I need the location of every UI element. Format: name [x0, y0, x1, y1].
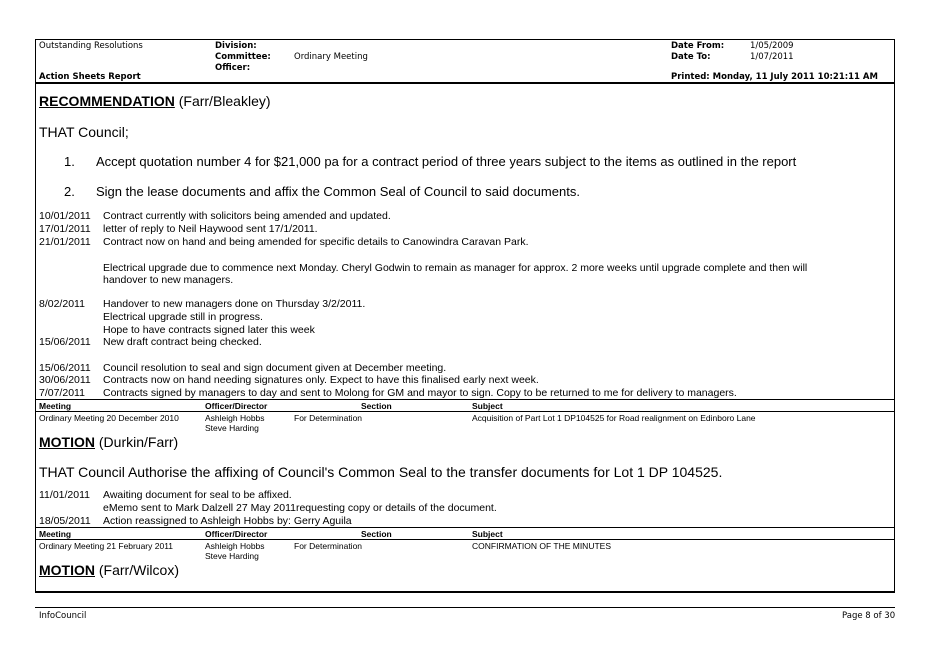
log-text: eMemo sent to Mark Dalzell 27 May 2011requesting copy or details of the document. — [103, 502, 497, 514]
date-to-value: 1/07/2011 — [750, 52, 794, 62]
officer-column-header: Officer/Director — [205, 529, 268, 539]
officer-cell: Ashleigh Hobbs — [205, 413, 265, 423]
officer-cell: Steve Harding — [205, 551, 259, 561]
section-cell: For Determination — [294, 541, 363, 551]
meeting-cell: Ordinary Meeting 21 February 2011 — [39, 541, 174, 551]
date-from-value: 1/05/2009 — [750, 41, 794, 51]
footer-brand: InfoCouncil — [39, 611, 87, 621]
log-date: 18/05/2011 — [39, 515, 91, 527]
heading-keyword: MOTION — [39, 434, 95, 450]
heading-movers: (Farr/Bleakley) — [178, 93, 271, 109]
log-date: 11/01/2011 — [39, 489, 90, 501]
subject-cell: CONFIRMATION OF THE MINUTES — [472, 541, 611, 551]
point-text: Sign the lease documents and affix the Common Seal of Council to said documents. — [96, 184, 580, 199]
committee-value: Ordinary Meeting — [294, 52, 368, 62]
section-cell: For Determination — [294, 413, 363, 423]
log-text: Contract currently with solicitors being amended and updated. — [103, 210, 391, 222]
log-date: 30/06/2011 — [39, 374, 91, 386]
division-label: Division: — [215, 41, 257, 51]
section-column-header: Section — [361, 529, 392, 539]
log-text: Council resolution to seal and sign document given at December meeting. — [103, 362, 447, 374]
officer-cell: Steve Harding — [205, 423, 259, 433]
log-text: Contract now on hand and being amended for specific details to Canowindra Caravan Park. — [103, 236, 529, 248]
log-date: 10/01/2011 — [39, 210, 91, 222]
log-text: handover to new managers. — [103, 274, 234, 286]
meeting-column-header: Meeting — [39, 401, 72, 411]
page-number: Page 8 of 30 — [842, 611, 896, 621]
heading-movers: (Durkin/Farr) — [98, 434, 179, 450]
log-text: Hope to have contracts signed later this week — [103, 324, 315, 336]
log-date: 8/02/2011 — [39, 298, 85, 310]
date-to-label: Date To: — [671, 52, 711, 62]
subject-column-header: Subject — [472, 529, 503, 539]
officer-column-header: Officer/Director — [205, 401, 268, 411]
printed-line — [671, 72, 878, 82]
log-date: 15/06/2011 — [39, 362, 91, 374]
report-type: Action Sheets Report — [39, 72, 141, 82]
motion-text: THAT Council Authorise the affixing of Council's Common Seal to the transfer documents for Lot 1 DP 104525. — [39, 464, 723, 480]
log-text: Contracts now on hand needing signatures only. Expect to have this finalised early next week. — [103, 374, 539, 386]
point-number: 1. — [64, 154, 75, 169]
heading-keyword: RECOMMENDATION — [39, 93, 175, 109]
log-text: New draft contract being checked. — [103, 336, 262, 348]
log-date: 7/07/2011 — [39, 387, 85, 399]
subject-column-header: Subject — [472, 401, 503, 411]
log-text: Handover to new managers done on Thursday 3/2/2011. — [103, 298, 366, 310]
log-text: Action reassigned to Ashleigh Hobbs by: Gerry Aguila — [103, 515, 352, 527]
heading-keyword: MOTION — [39, 562, 95, 578]
log-text: Contracts signed by managers to day and sent to Molong for GM and mayor to sign. Copy to be returned to me for delivery to managers. — [103, 387, 737, 399]
log-date: 15/06/2011 — [39, 336, 91, 348]
point-number: 2. — [64, 184, 75, 199]
recommendation-heading — [39, 93, 271, 109]
log-date: 17/01/2011 — [39, 223, 91, 235]
log-text: Awaiting document for seal to be affixed. — [103, 489, 292, 501]
meeting-column-header: Meeting — [39, 529, 72, 539]
committee-label: Committee: — [215, 52, 271, 62]
section-column-header: Section — [361, 401, 392, 411]
subject-cell: Acquisition of Part Lot 1 DP104525 for Road realignment on Edinboro Lane — [472, 413, 756, 423]
printed-label: Printed: — [671, 72, 710, 82]
motion-heading — [39, 434, 178, 450]
officer-cell: Ashleigh Hobbs — [205, 541, 265, 551]
log-date: 21/01/2011 — [39, 236, 91, 248]
printed-value: Monday, 11 July 2011 10:21:11 AM — [712, 72, 878, 82]
date-from-label: Date From: — [671, 41, 725, 51]
meeting-cell: Ordinary Meeting 20 December 2010 — [39, 413, 179, 423]
log-text: Electrical upgrade due to commence next Monday. Cheryl Godwin to remain as manager for approx. 2 more weeks until upgrade complete and then will — [103, 262, 808, 274]
log-text: Electrical upgrade still in progress. — [103, 311, 263, 323]
resolution-intro: THAT Council; — [39, 124, 129, 140]
report-name: Outstanding Resolutions — [39, 41, 143, 51]
point-text: Accept quotation number 4 for $21,000 pa for a contract period of three years subject to the items as outlined in the report — [96, 154, 797, 169]
motion-heading — [39, 562, 179, 578]
heading-movers: (Farr/Wilcox) — [98, 562, 179, 578]
log-text: letter of reply to Neil Haywood sent 17/1/2011. — [103, 223, 318, 235]
officer-label: Officer: — [215, 63, 251, 73]
